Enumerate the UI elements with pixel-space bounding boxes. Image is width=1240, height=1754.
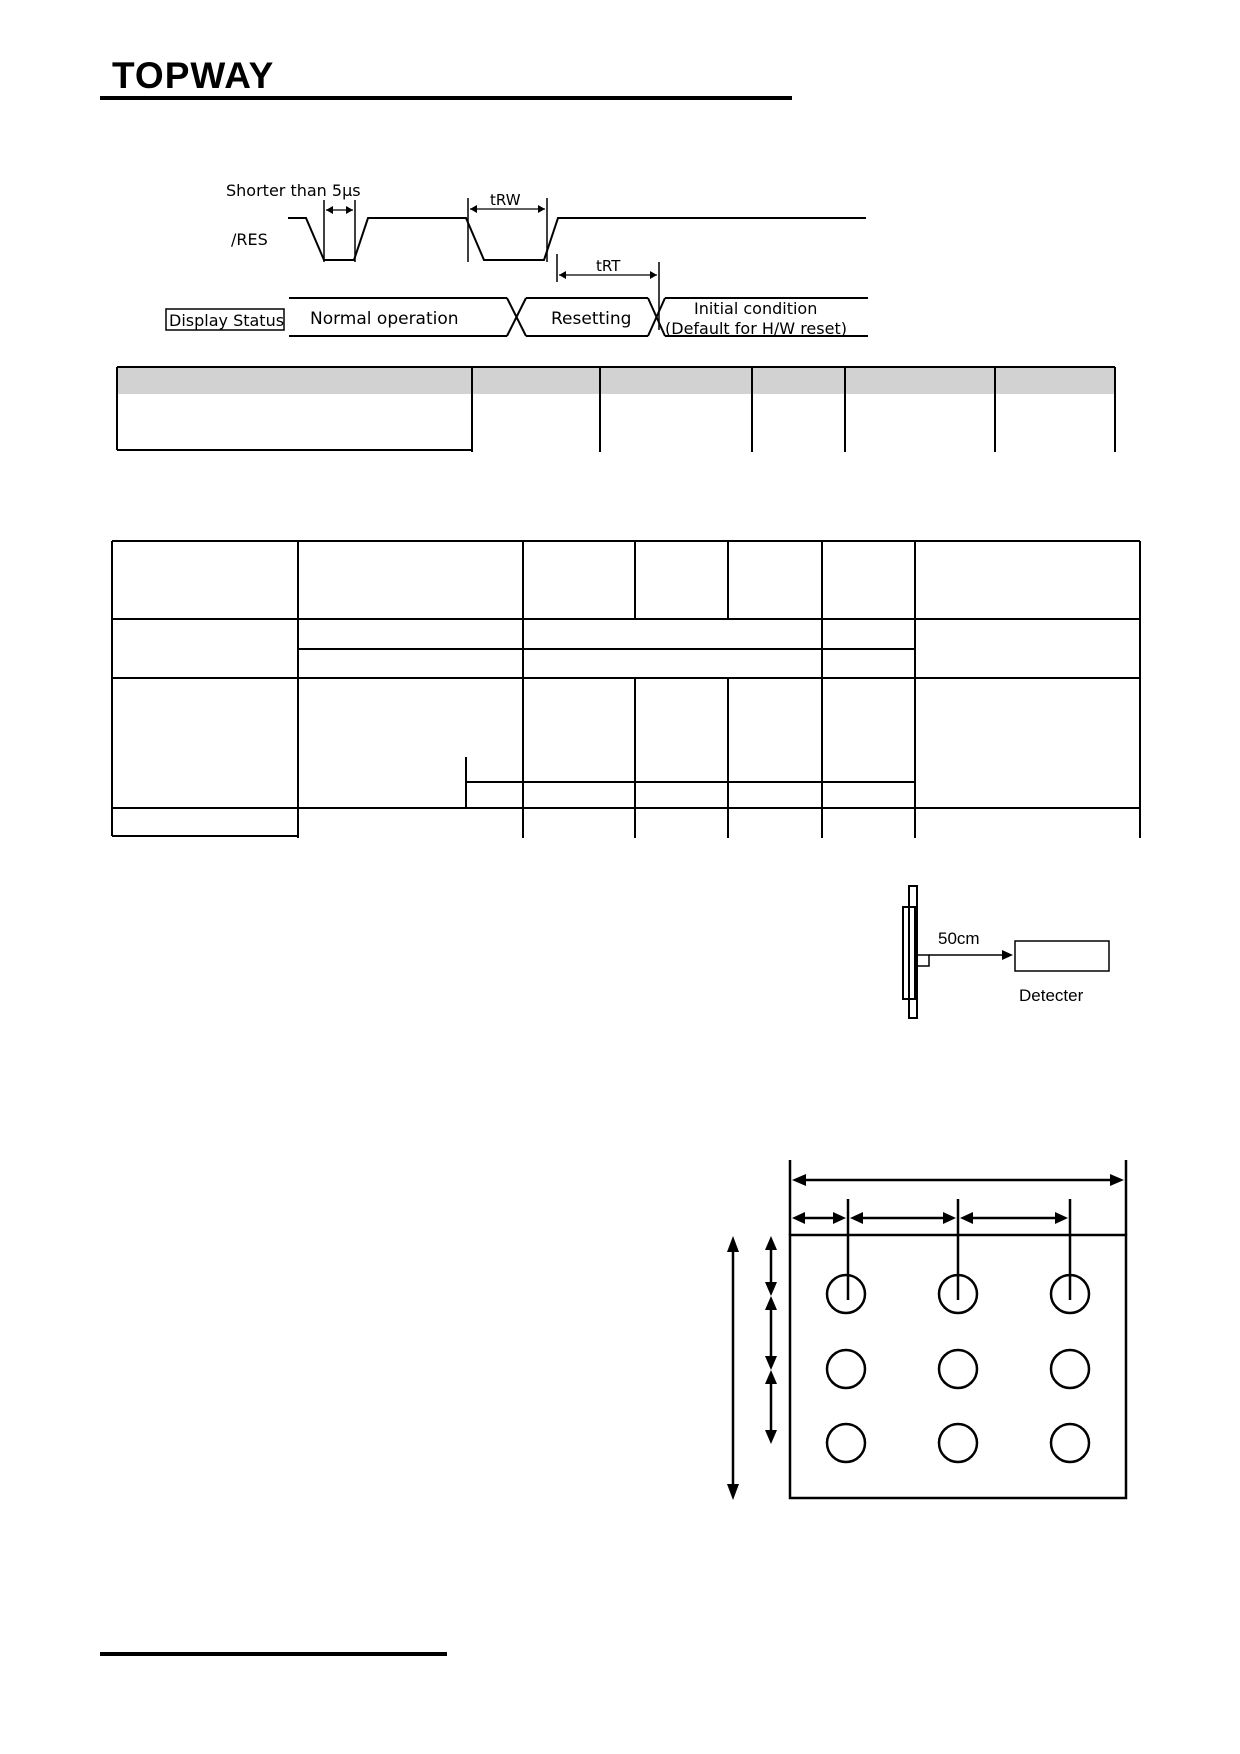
footer-rule	[100, 1652, 447, 1656]
res-signal-label: /RES	[231, 230, 268, 249]
display-status-label: Display Status	[169, 311, 285, 330]
phase-initial-condition: Initial condition	[694, 299, 818, 318]
pulse-note: Shorter than 5µs	[226, 181, 361, 200]
detector-label: Detecter	[1019, 986, 1084, 1005]
phase-initial-default: (Default for H/W reset)	[665, 319, 847, 338]
trw-label: tRW	[490, 191, 521, 209]
phase-normal-operation: Normal operation	[310, 309, 459, 329]
trt-label: tRT	[596, 257, 621, 275]
brand-logo: TOPWAY	[112, 55, 275, 96]
phase-resetting: Resetting	[551, 309, 632, 329]
distance-label: 50cm	[938, 929, 980, 948]
